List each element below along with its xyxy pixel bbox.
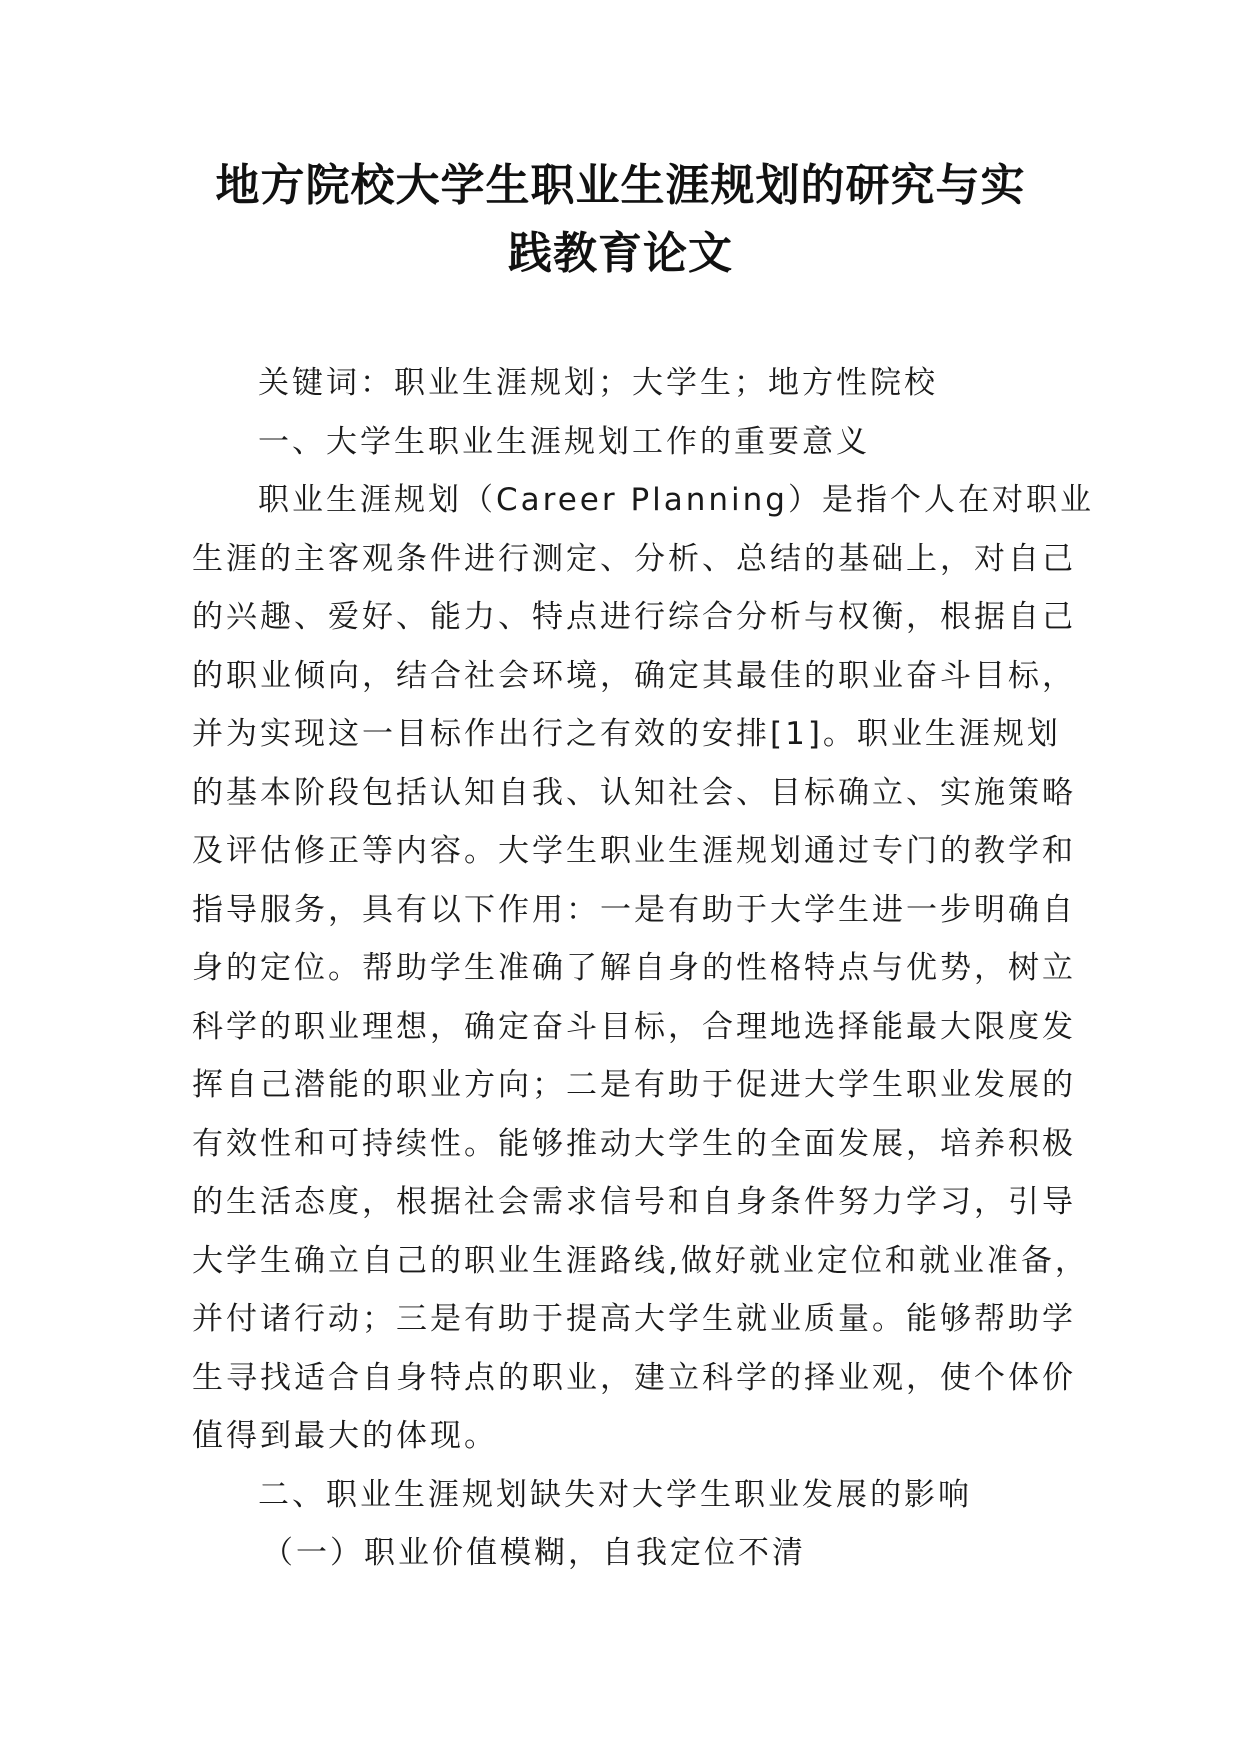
keywords-line: 关键词：职业生涯规划；大学生；地方性院校	[258, 365, 938, 401]
section-2-heading: 二、职业生涯规划缺失对大学生职业发展的影响	[258, 1476, 972, 1513]
paragraph-1-line: 大学生确立自己的职业生涯路线,做好就业定位和就业准备，	[192, 1242, 1089, 1279]
paragraph-1-line: 及评估修正等内容。大学生职业生涯规划通过专门的教学和	[192, 833, 1076, 869]
paragraph-1-line: 生寻找适合自身特点的职业，建立科学的择业观，使个体价	[192, 1359, 1076, 1396]
paragraph-1-line: 指导服务，具有以下作用：一是有助于大学生进一步明确自	[192, 891, 1076, 928]
paragraph-1-line: 的兴趣、爱好、能力、特点进行综合分析与权衡，根据自己	[192, 599, 1076, 635]
paragraph-1-line: 值得到最大的体现。	[192, 1418, 498, 1454]
paragraph-1-line: 有效性和可持续性。能够推动大学生的全面发展，培养积极	[192, 1125, 1076, 1162]
paragraph-1-line: 的基本阶段包括认知自我、认知社会、目标确立、实施策略	[192, 774, 1076, 811]
subsection-1-heading: （一）职业价值模糊，自我定位不清	[262, 1535, 806, 1571]
paragraph-1-line: 职业生涯规划（Career Planning）是指个人在对职业	[258, 482, 1094, 518]
paragraph-1-line: 挥自己潜能的职业方向；二是有助于促进大学生职业发展的	[192, 1067, 1076, 1103]
paragraph-1-line: 身的定位。帮助学生准确了解自身的性格特点与优势，树立	[192, 950, 1076, 986]
title-line-2: 践教育论文	[508, 228, 733, 279]
section-1-heading: 一、大学生职业生涯规划工作的重要意义	[258, 423, 870, 460]
paragraph-1-line: 的生活态度，根据社会需求信号和自身条件努力学习，引导	[192, 1184, 1076, 1220]
paragraph-1-line: 并付诸行动；三是有助于提高大学生就业质量。能够帮助学	[192, 1301, 1076, 1337]
paragraph-1-line: 并为实现这一目标作出行之有效的安排[1]。职业生涯规划	[192, 716, 1061, 752]
paragraph-1-line: 生涯的主客观条件进行测定、分析、总结的基础上，对自己	[192, 540, 1076, 577]
paragraph-1-line: 的职业倾向，结合社会环境，确定其最佳的职业奋斗目标，	[192, 657, 1076, 694]
document-title	[0, 152, 1241, 288]
title-line-1: 地方院校大学生职业生涯规划的研究与实	[215, 160, 1026, 211]
document-body	[192, 354, 1094, 1583]
paragraph-1-line: 科学的职业理想，确定奋斗目标，合理地选择能最大限度发	[192, 1008, 1076, 1045]
